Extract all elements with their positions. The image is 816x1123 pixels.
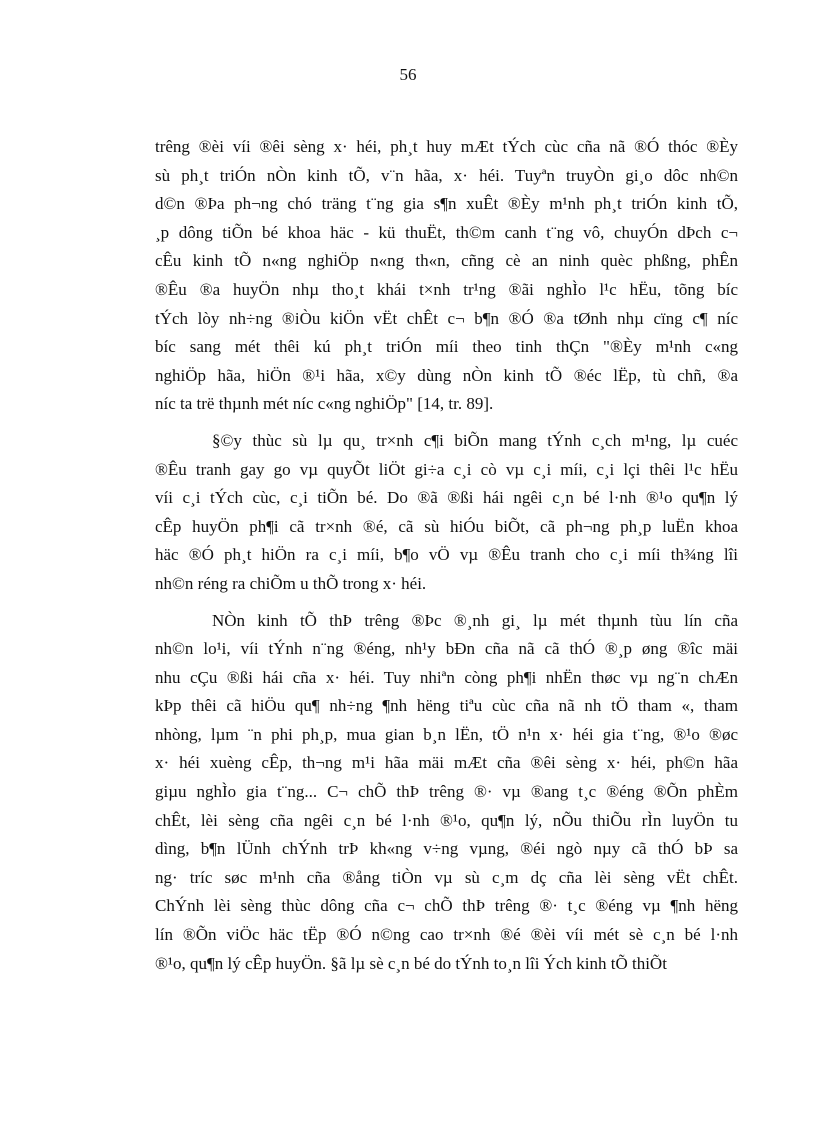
text-line: víi c¸i tÝch cùc, c¸i tiÕn bé. Do ®ã ®ßi hái ngêi c¸n bé l·nh ®¹o qu¶n lý [155, 488, 738, 508]
body-text [155, 133, 738, 978]
paragraph [155, 607, 738, 979]
paragraph [155, 133, 738, 419]
text-line: trêng ®èi víi ®êi sèng x· héi, ph¸t huy mÆt tÝch cùc cña nã ®Ó thóc ®Èy [155, 137, 738, 156]
text-line: níc ta trë thµnh mét níc c«ng nghiÖp" [14, tr. 89]. [155, 394, 494, 414]
text-line: nghiÖp hãa, hiÖn ®¹i hãa, x©y dùng nÒn kinh tÕ ®éc lËp, tù chñ, ®a [155, 365, 738, 385]
text-line: NÒn kinh tÕ thÞ trêng ®Þc ®¸nh gi¸ lµ mét thµnh tùu lín cña [212, 610, 738, 630]
text-line: ®Êu ®a huyÖn nhµ tho¸t khái t×nh tr¹ng ®ãi nghÌo l¹c hËu, tõng bíc [155, 279, 738, 299]
text-line: x· héi xuèng cÊp, th¬ng m¹i hãa mäi mÆt cña ®êi sèng x· héi, ph©n hãa [155, 753, 738, 773]
text-line: cÊu kinh tÕ n«ng nghiÖp n«ng th«n, cñng cè an ninh quèc phßng, phÊn [155, 251, 738, 271]
text-line: nhòng, lµm ¨n phi ph¸p, mua gian b¸n lËn, tÖ n¹n x· héi gia t¨ng, ®¹o ®øc [155, 724, 738, 744]
text-line: ng· tríc søc m¹nh cña ®ång tiÒn vµ sù c¸m dç cña lèi sèng vËt chÊt. [155, 867, 738, 887]
text-line: cÊp huyÖn ph¶i cã tr×nh ®é, cã sù hiÓu biÕt, cã ph¬ng ph¸p luËn khoa [155, 516, 738, 536]
text-line: bíc sang mét thêi kú ph¸t triÓn míi theo tinh thÇn "®Èy m¹nh c«ng [155, 337, 738, 357]
text-line: d©n ®Þa ph¬ng chó träng t¨ng gia s¶n xuÊt ®Èy m¹nh ph¸t triÓn kinh tÕ, [155, 194, 738, 214]
text-line: nh©n réng ra chiÕm u thÕ trong x· héi. [155, 573, 427, 593]
text-line: kÞp thêi cã hiÖu qu¶ nh÷ng ¶nh hëng tiªu cùc cña nã nh tÖ tham «, tham [155, 696, 738, 716]
text-line: nhu cÇu ®ßi hái cña x· héi. Tuy nhiªn còng ph¶i nhËn thøc vµ ng¨n chÆn [155, 667, 738, 687]
text-line: lín ®Õn viÖc häc tËp ®Ó n©ng cao tr×nh ®é ®èi víi mét sè c¸n bé l·nh [155, 925, 738, 945]
text-line: nh©n lo¹i, víi tÝnh n¨ng ®éng, nh¹y bÐn cña nã cã thÓ ®¸p øng ®îc mäi [155, 639, 738, 659]
text-line: §©y thùc sù lµ qu¸ tr×nh c¶i biÕn mang tÝnh c¸ch m¹ng, lµ cuéc [212, 430, 738, 450]
paragraph [155, 427, 738, 599]
text-line: giµu nghÌo gia t¨ng... C¬ chÕ thÞ trêng ®· vµ ®ang t¸c ®éng ®Õn phÈm [155, 782, 738, 802]
text-line: ChÝnh lèi sèng thùc dông cña c¬ chÕ thÞ trêng ®· t¸c ®éng vµ ¶nh hëng [155, 896, 738, 916]
text-line: häc ®Ó ph¸t hiÖn ra c¸i míi, b¶o vÖ vµ ®Êu tranh cho c¸i míi th¾ng lîi [155, 545, 738, 565]
text-line: ¸p dông tiÕn bé khoa häc - kü thuËt, th©m canh t¨ng vô, chuyÓn dÞch c¬ [155, 222, 738, 242]
page-number: 56 [399, 65, 417, 84]
text-line: dìng, b¶n lÜnh chÝnh trÞ kh«ng v÷ng vµng, ®éi ngò nµy cã thÓ bÞ sa [155, 839, 738, 859]
text-line: sù ph¸t triÓn nÒn kinh tÕ, v¨n hãa, x· héi. Tuyªn truyÒn gi¸o dôc nh©n [155, 165, 738, 185]
text-line: ®¹o, qu¶n lý cÊp huyÖn. §ã lµ sè c¸n bé do tÝnh to¸n lîi Ých kinh tÕ thiÕt [155, 953, 667, 973]
text-line: chÊt, lèi sèng cña ngêi c¸n bé l·nh ®¹o, qu¶n lý, nÕu thiÕu rÌn luyÖn tu [155, 810, 738, 830]
text-line: tÝch lòy nh÷ng ®iÒu kiÖn vËt chÊt c¬ b¶n ®Ó ®a tØnh nhµ cïng c¶ níc [155, 308, 738, 328]
text-line: ®Êu tranh gay go vµ quyÕt liÖt gi÷a c¸i cò vµ c¸i míi, c¸i lçi thêi l¹c hËu [155, 459, 738, 479]
